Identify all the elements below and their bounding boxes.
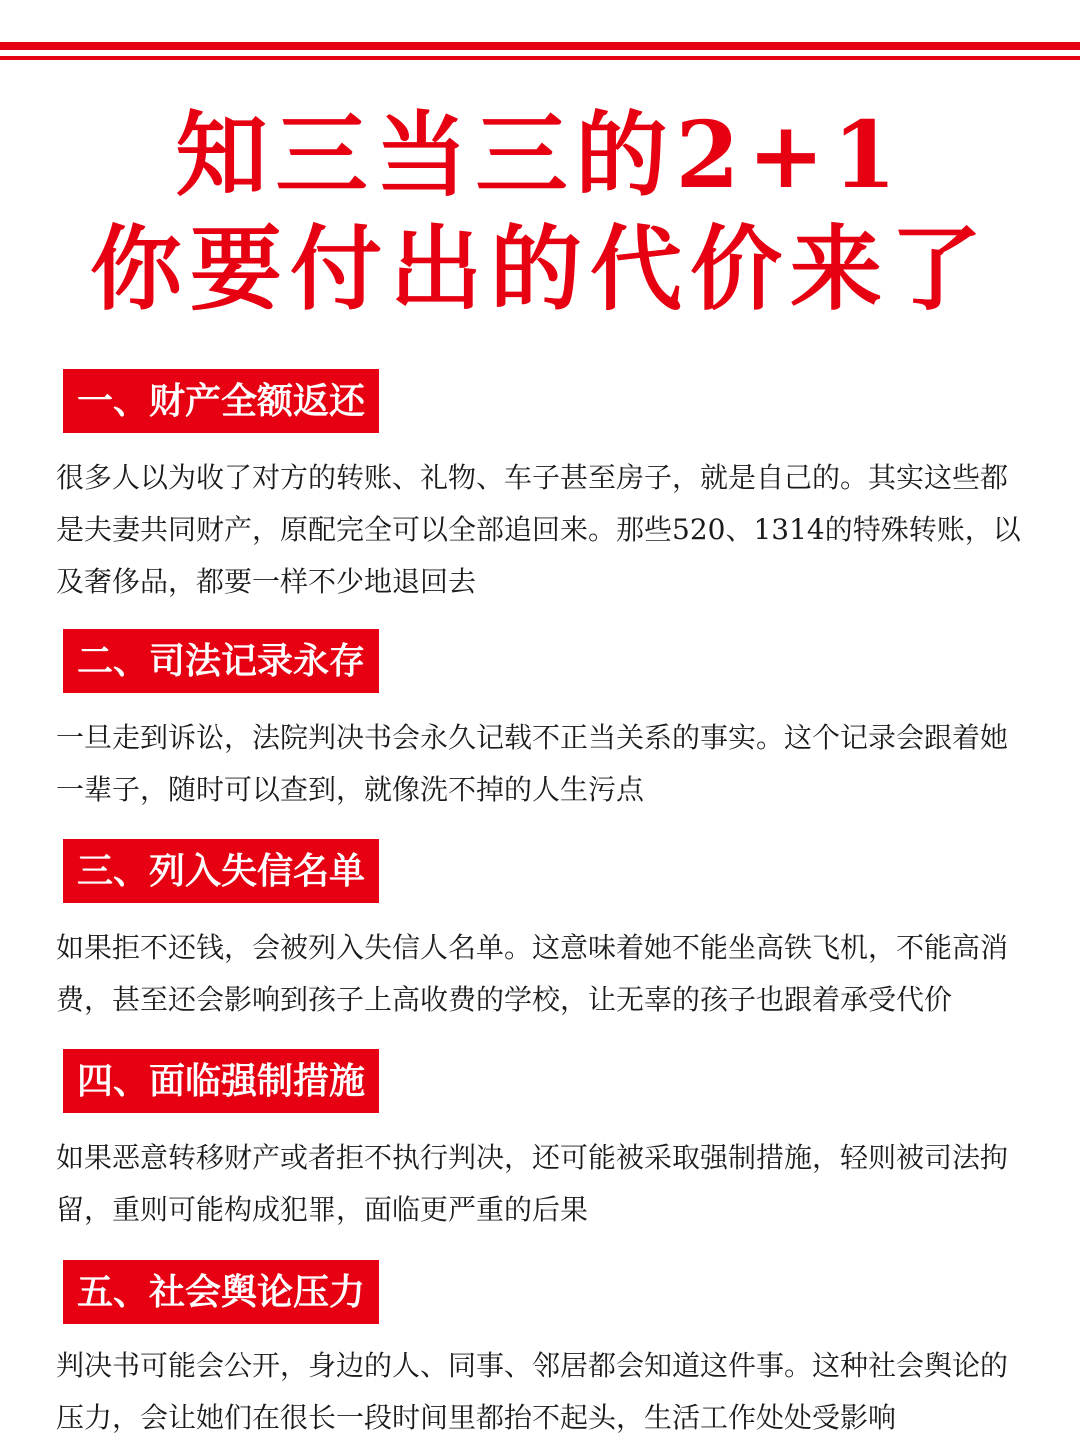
section-body-5: 判决书可能会公开，身边的人、同事、邻居都会知道这件事。这种社会舆论的压力，会让她们在很长一段时间里都抬不起头，生活工作处处受影响 <box>56 1349 1009 1434</box>
section-body-4: 如果恶意转移财产或者拒不执行判决，还可能被采取强制措施，轻则被司法拘留，重则可能构成犯罪，面临更严重的后果 <box>56 1141 1009 1226</box>
top-rule-thin <box>0 56 1080 60</box>
section-heading-3: 三、列入失信名单 <box>63 839 379 903</box>
section-body-3: 如果拒不还钱，会被列入失信人名单。这意味着她不能坐高铁飞机，不能高消费，甚至还会影响到孩子上高收费的学校，让无辜的孩子也跟着承受代价 <box>56 931 1009 1016</box>
section-heading-4: 四、面临强制措施 <box>63 1049 379 1113</box>
section-heading-2: 二、司法记录永存 <box>63 629 379 693</box>
section-body-2: 一旦走到诉讼，法院判决书会永久记载不正当关系的事实。这个记录会跟着她一辈子，随时可以查到，就像洗不掉的人生污点 <box>56 721 1009 806</box>
page-title-line-2: 你要付出的代价来了 <box>89 215 990 323</box>
page-title-line-1: 知三当三的2+1 <box>175 101 905 209</box>
section-body-1: 很多人以为收了对方的转账、礼物、车子甚至房子，就是自己的。其实这些都是夫妻共同财产，原配完全可以全部追回来。那些520、1314的特殊转账，以及奢侈品，都要一样不少地退回去 <box>56 461 1021 598</box>
section-heading-1: 一、财产全额返还 <box>63 369 379 433</box>
section-heading-5: 五、社会舆论压力 <box>63 1260 379 1324</box>
top-rule-thick <box>0 42 1080 50</box>
